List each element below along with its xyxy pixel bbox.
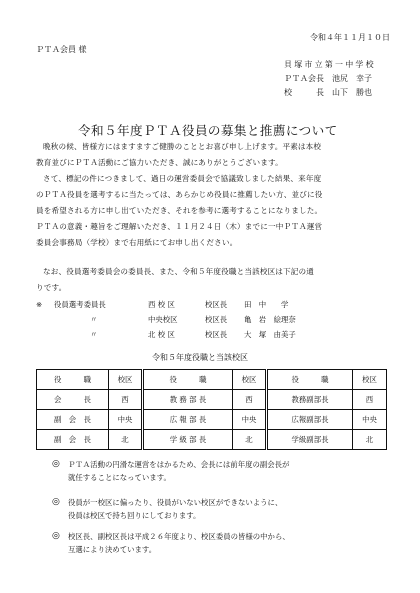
table-row: [37, 430, 387, 450]
note-line: 役員は校区で持ち回りにしております。: [68, 511, 201, 520]
committee-name: 大 塚 由美子: [244, 330, 296, 339]
table-header-cell: 校区: [353, 370, 387, 390]
table-cell: 北: [109, 430, 143, 450]
document-date: 令和４年１１月１０日: [310, 33, 390, 42]
paragraph-line: 員を希望される方に申し出ていただき、それを参考に選考することになりました。: [36, 206, 323, 215]
paragraph-line: ＰＴＡの意義・趣旨をご理解いただき、１１月２４日（木）までに一中ＰＴＡ運営: [36, 222, 323, 231]
sender-school: 貝塚市立第一中学校: [284, 60, 376, 69]
table-header-cell: 役 職: [267, 370, 353, 390]
committee-area: 中央校区: [148, 315, 178, 324]
committee-name: 田 中 学: [244, 300, 289, 309]
committee-post: 校区長: [205, 315, 228, 324]
note-line: 就任することになっています。: [68, 473, 171, 482]
paragraph-line: なお、役員選考委員会の委員長、また、令和５年度役職と当該校区は下記の通: [43, 267, 315, 276]
note-mark: ◎: [52, 459, 60, 469]
roles-table: [36, 369, 387, 450]
note-mark: ◎: [52, 497, 60, 507]
note-item: [68, 530, 290, 556]
note-line: 互選により決めています。: [68, 545, 157, 554]
committee-area: 西 校 区: [148, 300, 175, 309]
committee-post: 校区長: [205, 300, 228, 309]
table-cell: 広報副部長: [267, 410, 353, 430]
paragraph-line: さて、標記の件につきまして、過日の運営委員会で協議致しました結果、来年度: [43, 174, 322, 183]
committee-name: 亀 岩 絵理奈: [244, 315, 296, 324]
table-row: [37, 410, 387, 430]
table-cell: 北: [353, 430, 387, 450]
table-cell: 副 会 長: [37, 410, 109, 430]
note-mark: ◎: [52, 531, 60, 541]
table-cell: 北: [233, 430, 267, 450]
document-title: 令和５年度ＰＴＡ役員の募集と推薦について: [78, 123, 338, 138]
table-cell: 広 報 部 長: [143, 410, 233, 430]
sender-president: ＰＴＡ会長 池尻 幸子: [284, 74, 372, 83]
table-cell: 西: [353, 390, 387, 410]
note-line: 役員が一校区に偏ったり、役員がいない校区ができないように、: [68, 498, 283, 507]
table-cell: 教務副部長: [267, 390, 353, 410]
paragraph-line: 委員会事務局（学校）まで右用紙にてお申し出ください。: [36, 238, 238, 247]
committee-mark: ※: [36, 300, 43, 309]
committee-area: 北 校 区: [148, 330, 175, 339]
table-header-row: [37, 370, 387, 390]
table-cell: 学級副部長: [267, 430, 353, 450]
committee-role: 〃: [90, 330, 98, 339]
note-line: ＰＴＡ活動の円滑な運営をはかるため、会長には前年度の副会長が: [68, 460, 290, 469]
table-cell: 中央: [233, 410, 267, 430]
committee-role: 〃: [90, 315, 98, 324]
paragraph-line: のＰＴＡ役員を選考するに当たっては、あらかじめ役員に推薦したい方、並びに役: [36, 190, 323, 199]
table-cell: 中央: [109, 410, 143, 430]
note-item: [68, 496, 282, 522]
committee-role: 役員選考委員長: [54, 300, 106, 309]
table-cell: 学 級 部 長: [143, 430, 233, 450]
table-header-cell: 校区: [109, 370, 143, 390]
table-cell: 教 務 部 長: [143, 390, 233, 410]
table-title: 令和５年度役職と当該校区: [152, 353, 248, 362]
sender-principal: 校 長 山下 勝也: [284, 88, 372, 97]
paragraph-line: 晩秋の候、皆様方にはますますご健勝のこととお喜び申し上げます。平素は本校: [43, 142, 322, 151]
table-header-cell: 役 職: [37, 370, 109, 390]
table-cell: 西: [109, 390, 143, 410]
paragraph-line: 教育並びにＰＴＡ活動にご協力いただき、誠にありがとうございます。: [36, 158, 283, 167]
table-cell: 副 会 長: [37, 430, 109, 450]
note-item: [68, 458, 289, 484]
table-row: [37, 390, 387, 410]
note-line: 校区長、副校区長は平成２６年度より、校区委員の皆様の中から、: [68, 532, 290, 541]
committee-post: 校区長: [205, 330, 228, 339]
table-cell: 会 長: [37, 390, 109, 410]
body-text: [36, 139, 386, 296]
table-cell: 西: [233, 390, 267, 410]
table-header-cell: 役 職: [143, 370, 233, 390]
table-header-cell: 校区: [233, 370, 267, 390]
addressee: ＰＴＡ会員 様: [36, 45, 87, 54]
paragraph-line: りです。: [36, 283, 67, 292]
table-cell: 中央: [353, 410, 387, 430]
